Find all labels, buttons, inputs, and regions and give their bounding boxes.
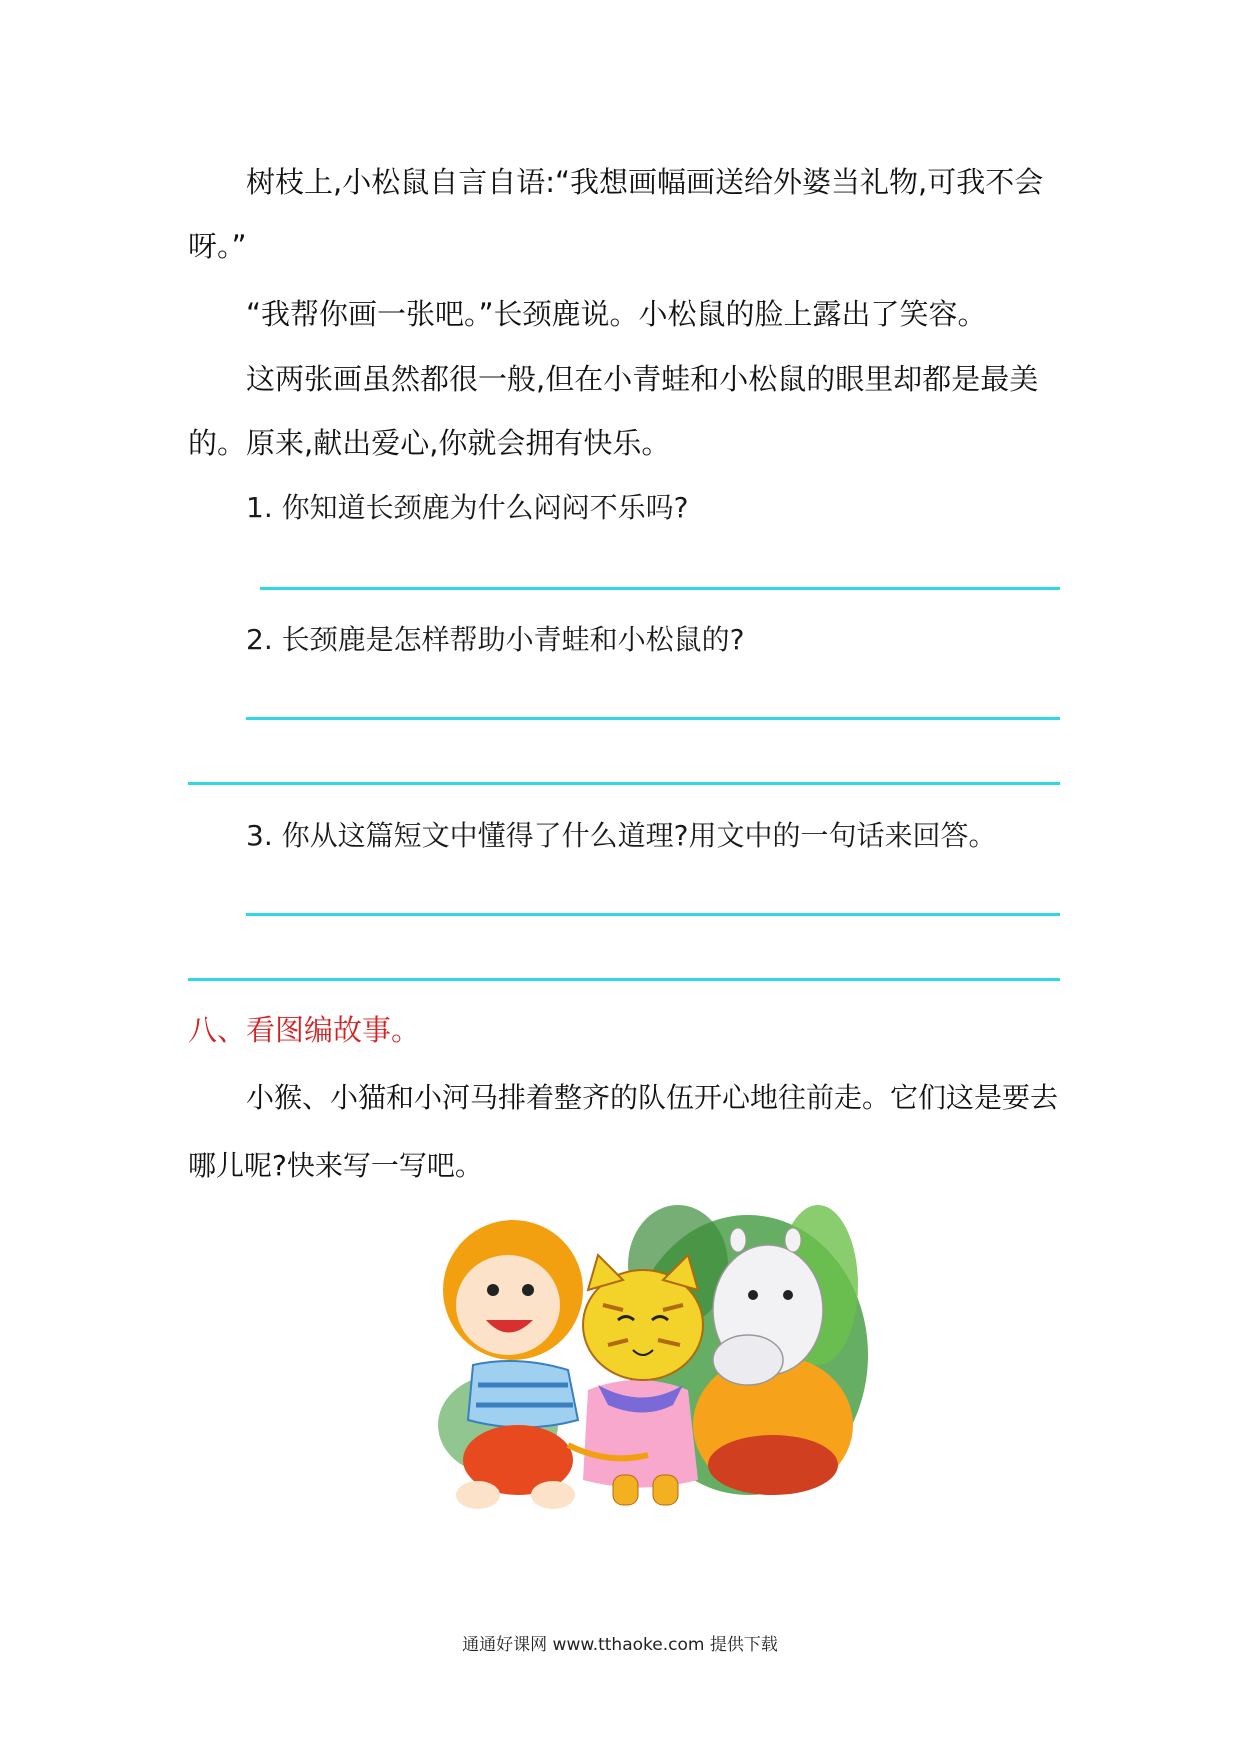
question-2: 2. 长颈鹿是怎样帮助小青蛙和小松鼠的? [246, 623, 745, 656]
answer-line-q2-a[interactable] [246, 717, 1060, 720]
passage-paragraph-1: 树枝上,小松鼠自言自语:“我想画幅画送给外婆当礼物,可我不会呀。” [188, 165, 1044, 263]
passage-paragraph-2: “我帮你画一张吧。”长颈鹿说。小松鼠的脸上露出了笑容。 [246, 297, 987, 331]
question-1: 1. 你知道长颈鹿为什么闷闷不乐吗? [246, 491, 689, 524]
passage-paragraph-3: 这两张画虽然都很一般,但在小青蛙和小松鼠的眼里却都是最美的。原来,献出爱心,你就会拥有快乐。 [188, 362, 1039, 460]
story-illustration [418, 1195, 878, 1515]
answer-line-q2-b[interactable] [188, 782, 1060, 785]
answer-line-q3-b[interactable] [188, 978, 1060, 981]
answer-line-q3-a[interactable] [246, 913, 1060, 916]
answer-line-q1[interactable] [260, 587, 1060, 590]
question-3: 3. 你从这篇短文中懂得了什么道理?用文中的一句话来回答。 [246, 819, 997, 852]
footer-credit: 通通好课网 www.tthaoke.com 提供下载 [462, 1635, 778, 1655]
section-8-heading: 八、看图编故事。 [188, 1013, 421, 1047]
section-8-prompt: 小猴、小猫和小河马排着整齐的队伍开心地往前走。它们这是要去哪儿呢?快来写一写吧。 [188, 1081, 1059, 1182]
